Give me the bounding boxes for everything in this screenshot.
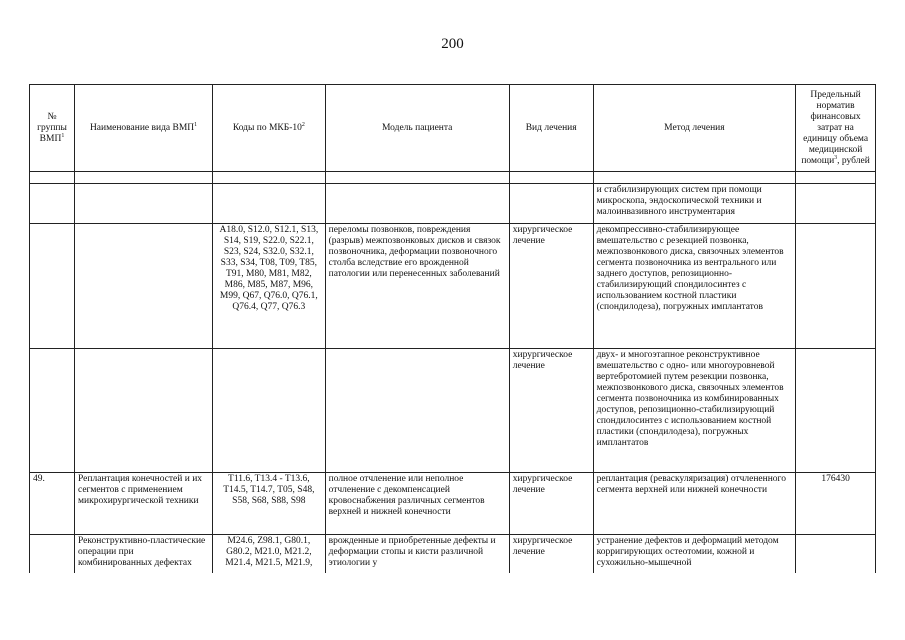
cell-codes: T11.6, T13.4 - T13.6, T14.5, T14.7, T05, S48, S58, S68, S88, S98 bbox=[213, 473, 326, 535]
header-norm: Предельный норматив финансовых затрат на единицу объема медицинской помощи$^3$, рублей bbox=[796, 85, 876, 172]
table-row bbox=[30, 473, 876, 535]
header-patient-model: Модель пациента bbox=[325, 85, 509, 172]
table-row bbox=[30, 535, 876, 573]
header-group-no: № группы ВМП$^1$ bbox=[30, 85, 75, 172]
cell-type: хирургическое лечение bbox=[509, 349, 593, 473]
cell-group: 49. bbox=[30, 473, 75, 535]
cell-type: хирургическое лечение bbox=[509, 224, 593, 349]
header-treatment-type: Вид лечения bbox=[509, 85, 593, 172]
table-row bbox=[30, 224, 876, 349]
cell-method: и стабилизирующих систем при помощи микроскопа, эндоскопической техники и малоинвазивного инструментария bbox=[593, 184, 796, 224]
header-treatment-method: Метод лечения bbox=[593, 85, 796, 172]
cell-model: врожденные и приобретенные дефекты и деформации стопы и кисти различной этиологии у bbox=[325, 535, 509, 573]
cell-method: декомпрессивно-стабилизирующее вмешательство с резекцией позвонка, межпозвонкового диска, связочных элементов сегмента позвоночника из вентрального или заднего доступов, репозиционно-стабилизирующий спондилосинтез с использованием костной пластики (спондилодеза), погружных имплантатов bbox=[593, 224, 796, 349]
cell-type: хирургическое лечение bbox=[509, 535, 593, 573]
cell-codes: M24.6, Z98.1, G80.1, G80.2, M21.0, M21.2, M21.4, M21.5, M21.9, bbox=[213, 535, 326, 573]
cell-norm: 176430 bbox=[796, 473, 876, 535]
cell-model: полное отчленение или неполное отчленение с декомпенсацией кровоснабжения различных сегментов верхней и нижней конечности bbox=[325, 473, 509, 535]
cell-codes: A18.0, S12.0, S12.1, S13, S14, S19, S22.0, S22.1, S23, S24, S32.0, S32.1, S33, S34, T08, T09, T85, T91, M80, M81, M82, M86, M85, M87, M96, M99, Q67, Q76.0, Q76.1, Q76.4, Q77, Q76.3 bbox=[213, 224, 326, 349]
cell-method: устранение дефектов и деформаций методом корригирующих остеотомии, кожной и сухожильно-мышечной bbox=[593, 535, 796, 573]
cell-model: переломы позвонков, повреждения (разрыв) межпозвонковых дисков и связок позвоночника, деформации позвоночного столба вследствие его врожденной патологии или перенесенных заболеваний bbox=[325, 224, 509, 349]
table-row bbox=[30, 184, 876, 224]
cell-type: хирургическое лечение bbox=[509, 473, 593, 535]
table-row bbox=[30, 349, 876, 473]
header-mkb-codes: Коды по МКБ-$10^2$ bbox=[213, 85, 326, 172]
cell-name: Реплантация конечностей и их сегментов с применением микрохирургической техники bbox=[75, 473, 213, 535]
header-vmp-name: Наименование вида ВМП$^1$ bbox=[75, 85, 213, 172]
cell-method: реплантация (реваскуляризация) отчлененного сегмента верхней или нижней конечности bbox=[593, 473, 796, 535]
spacer-row bbox=[30, 172, 876, 184]
page-number: 200 bbox=[441, 36, 464, 52]
cell-method: двух- и многоэтапное реконструктивное вмешательство с одно- или многоуровневой вертебротомией путем резекции позвонка, межпозвонкового диска, связочных элементов сегмента позвоночника из комбинированных доступов, репозиционно-стабилизирующий спондилосинтез с использованием костной пластики (спондилодеза), погружных имплантатов bbox=[593, 349, 796, 473]
cell-name: Реконструктивно-пластические операции при комбинированных дефектах bbox=[75, 535, 213, 573]
vmp-table bbox=[29, 84, 876, 573]
header-row bbox=[30, 85, 876, 172]
